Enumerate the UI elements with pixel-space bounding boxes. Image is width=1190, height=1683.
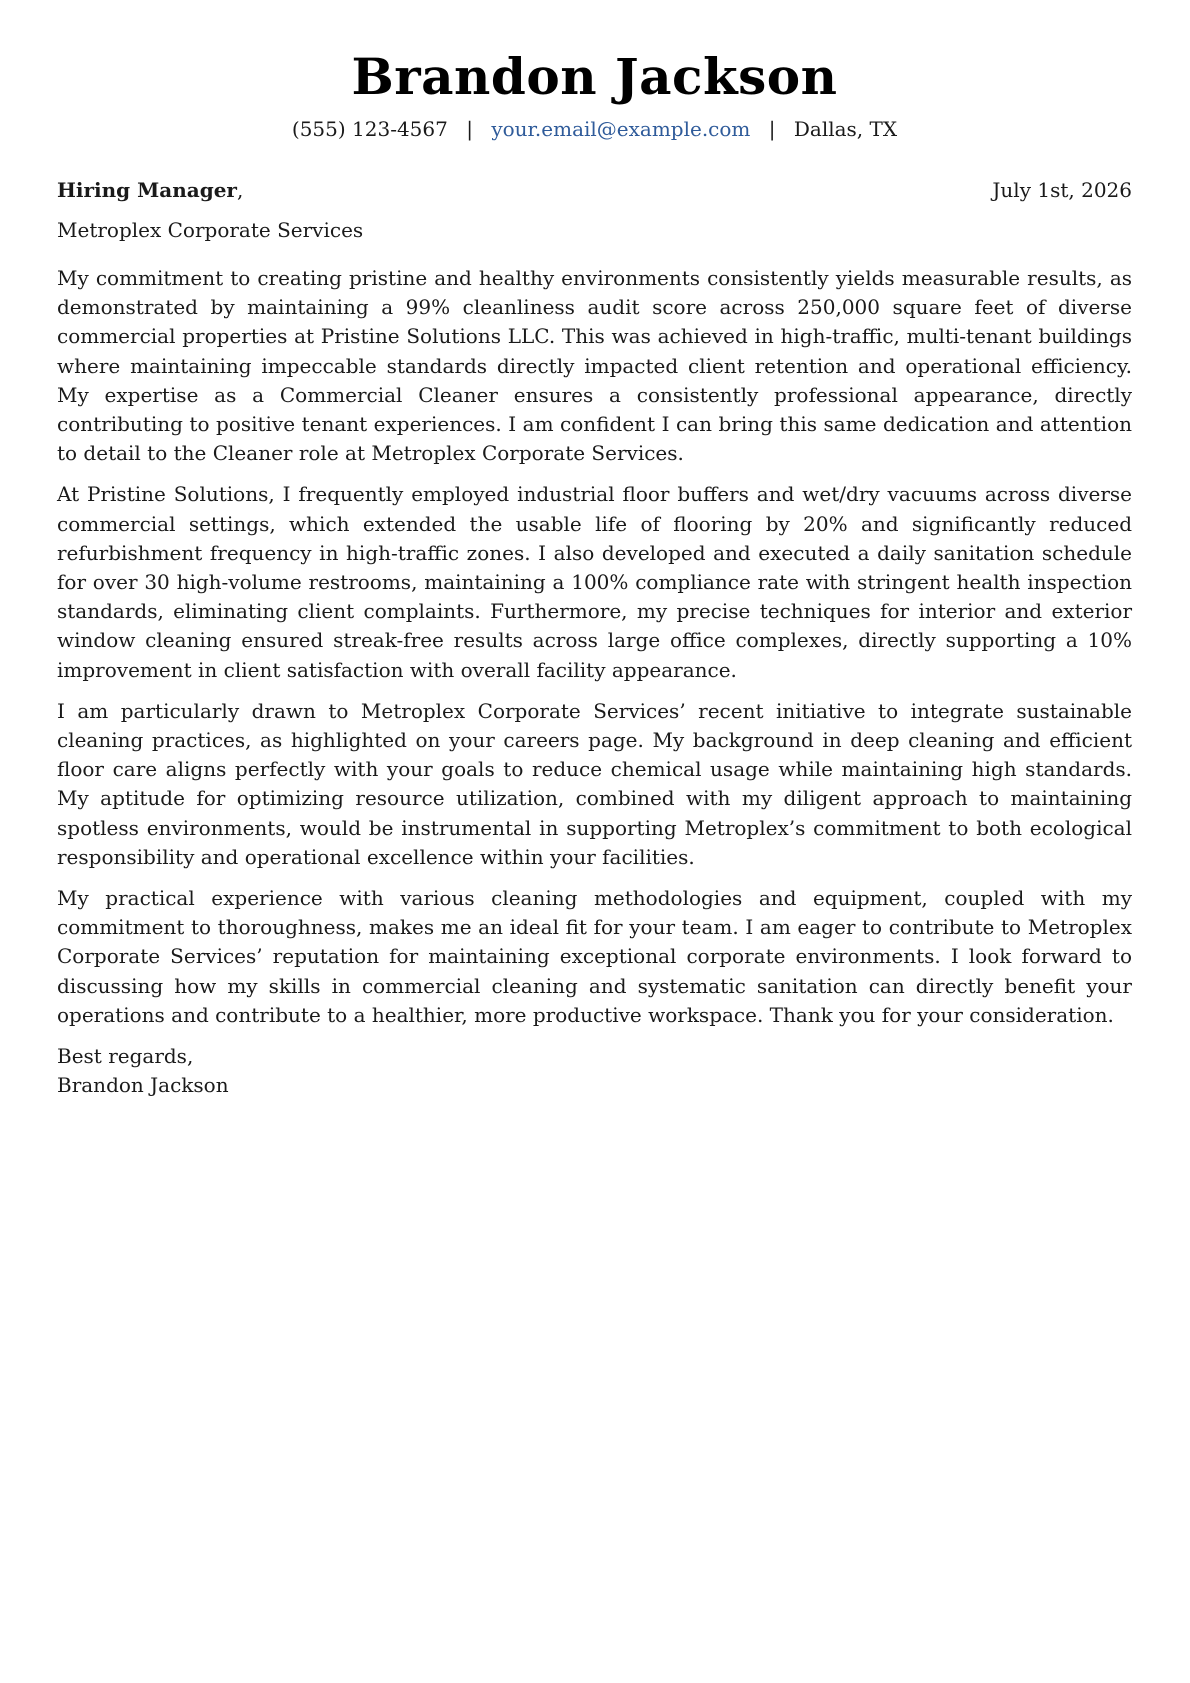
contact-separator: | xyxy=(466,117,473,141)
contact-line xyxy=(57,114,1132,144)
letter-date: July 1st, 2026 xyxy=(992,178,1132,202)
recipient-company: Metroplex Corporate Services xyxy=(57,218,364,242)
cover-letter-page xyxy=(57,40,1132,1100)
body-paragraph: My practical experience with various cleaning methodologies and equipment, coupled with my commitment to thoroughness, makes me an ideal fit for your team. I am eager to contribute to Metroplex Corporate Services’ reputation for maintaining exceptional corporate environments. I look forward to discussing how my skills in commercial cleaning and systematic sanitation can directly benefit your operations and contribute to a healthier, more productive workspace. Thank you for your consideration. xyxy=(57,886,1132,1027)
recipient-title-text: Hiring Manager xyxy=(57,178,237,202)
letter-body xyxy=(57,264,1132,1030)
body-paragraph: I am particularly drawn to Metroplex Corporate Services’ recent initiative to integrate sustainable cleaning practices, as highlighted on your careers page. My background in deep cleaning and efficient floor care aligns perfectly with your goals to reduce chemical usage while maintaining high standards. My aptitude for optimizing resource utilization, combined with my diligent approach to maintaining spotless environments, would be instrumental in supporting Metroplex’s commitment to both ecological responsibility and operational excellence within your facilities. xyxy=(57,698,1132,869)
applicant-name: Brandon Jackson xyxy=(351,47,838,106)
email-link[interactable]: your.email@example.com xyxy=(491,117,751,141)
recipient-date-row xyxy=(57,175,1132,205)
closing-signature: Brandon Jackson xyxy=(57,1073,229,1098)
recipient-title xyxy=(57,175,243,205)
body-paragraph: My commitment to creating pristine and healthy environments consistently yields measurable results, as demonstrated by maintaining a 99% cleanliness audit score across 250,000 square feet of diverse commercial properties at Pristine Solutions LLC. This was achieved in high-traffic, multi-tenant buildings where maintaining impeccable standards directly impacted client retention and operational efficiency. My expertise as a Commercial Cleaner ensures a consistently professional appearance, directly contributing to positive tenant experiences. I am confident I can bring this same dedication and attention to detail to the Cleaner role at Metroplex Corporate Services. xyxy=(57,266,1132,466)
location: Dallas, TX xyxy=(793,117,898,141)
closing-salutation: Best regards, xyxy=(57,1044,194,1069)
body-paragraph: At Pristine Solutions, I frequently employed industrial floor buffers and wet/dry vacuums across diverse commercial settings, which extended the usable life of flooring by 20% and significantly reduced refurbishment frequency in high-traffic zones. I also developed and executed a daily sanitation schedule for over 30 high-volume restrooms, maintaining a 100% compliance rate with stringent health inspection standards, eliminating client complaints. Furthermore, my precise techniques for interior and exterior window cleaning ensured streak-free results across large office complexes, directly supporting a 10% improvement in client satisfaction with overall facility appearance. xyxy=(57,482,1132,682)
recipient-title-comma: , xyxy=(236,178,244,202)
contact-separator: | xyxy=(768,117,776,141)
phone-number: (555) 123-4567 xyxy=(291,117,448,141)
letter-closing xyxy=(57,1042,1132,1100)
